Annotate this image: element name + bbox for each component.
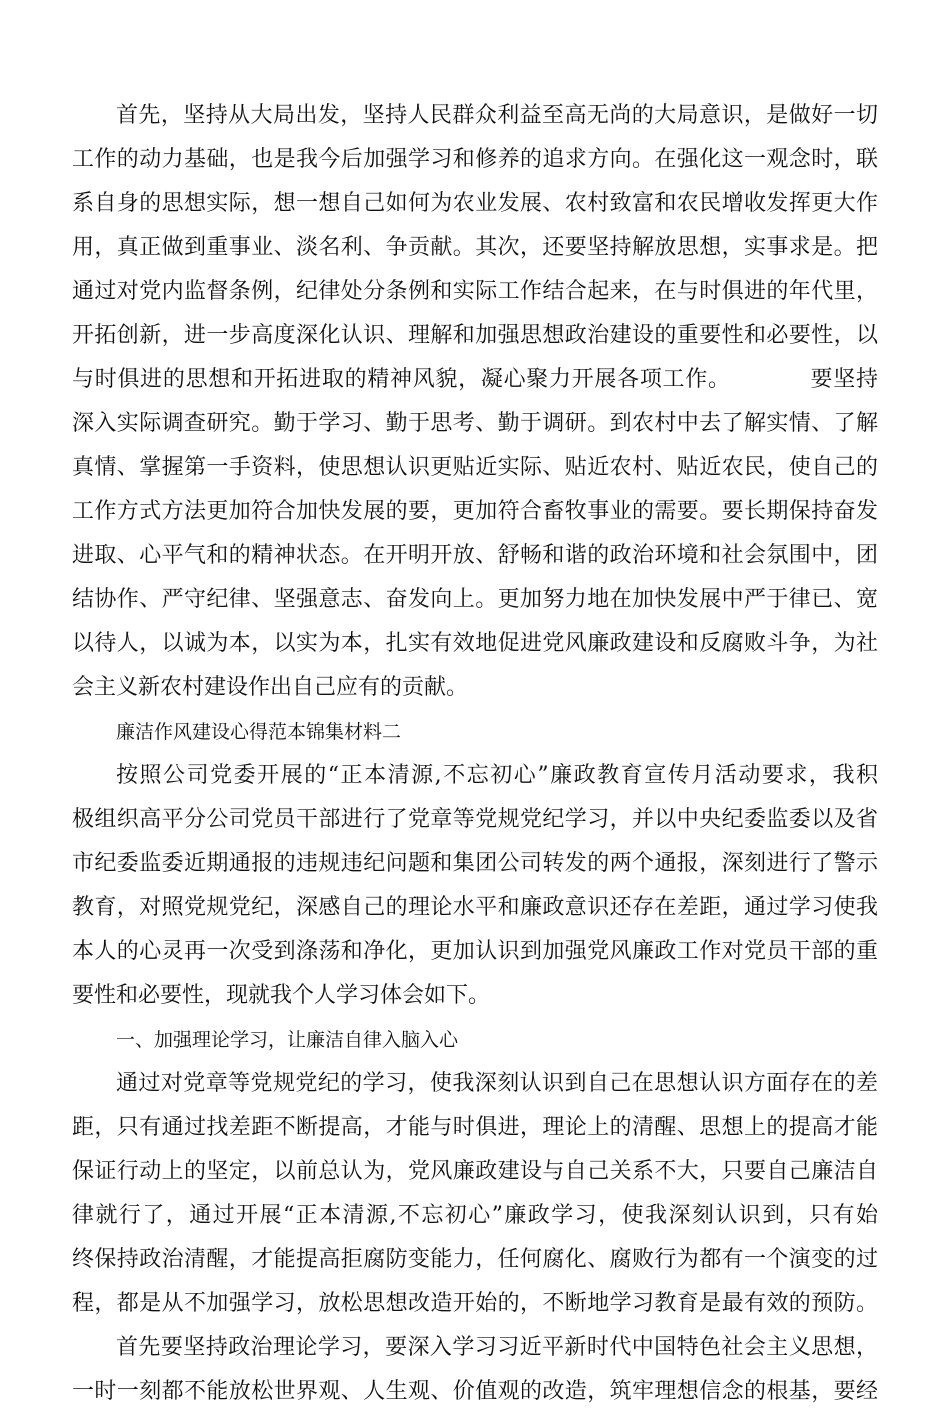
paragraph-line: 与时俱进的思想和开拓进取的精神风貌，凝心聚力开展各项工作。 要坚持 — [72, 367, 878, 392]
paragraph-line: 工作的动力基础，也是我今后加强学习和修养的追求方向。在强化这一观念时，联 — [72, 147, 878, 172]
paragraph-line: 以待人，以诚为本，以实为本，扎实有效地促进党风廉政建设和反腐败斗争，为社 — [72, 631, 878, 656]
paragraph-line: 结协作、严守纪律、坚强意志、奋发向上。更加努力地在加快发展中严于律已、宽 — [72, 587, 878, 612]
paragraph-line: 要性和必要性，现就我个人学习体会如下。 — [72, 983, 491, 1008]
paragraph-line: 通过对党内监督条例，纪律处分条例和实际工作结合起来，在与时俱进的年代里， — [72, 279, 878, 304]
paragraph-line: 通过对党章等党规党纪的学习，使我深刻认识到自己在思想认识方面存在的差 — [116, 1071, 878, 1096]
paragraph-line: 教育，对照党规党纪，深感自己的理论水平和廉政意识还存在差距，通过学习使我 — [72, 895, 878, 920]
section-heading: 一、加强理论学习，让廉洁自律入脑入心 — [116, 1029, 459, 1051]
paragraph-line: 进取、心平气和的精神状态。在开明开放、舒畅和谐的政治环境和社会氛围中，团 — [72, 543, 878, 568]
paragraph-line: 极组织高平分公司党员干部进行了党章等党规党纪学习，并以中央纪委监委以及省 — [72, 807, 878, 832]
paragraph-line: 一时一刻都不能放松世界观、人生观、价值观的改造，筑牢理想信念的根基，要经 — [72, 1379, 878, 1404]
paragraph-line: 市纪委监委近期通报的违规违纪问题和集团公司转发的两个通报，深刻进行了警示 — [72, 851, 878, 876]
paragraph-line: 首先要坚持政治理论学习，要深入学习习近平新时代中国特色社会主义思想， — [116, 1335, 878, 1360]
paragraph-line: 按照公司党委开展的“正本清源,不忘初心”廉政教育宣传月活动要求，我积 — [116, 763, 878, 788]
paragraph-line: 律就行了，通过开展“正本清源,不忘初心”廉政学习，使我深刻认识到，只有始 — [72, 1203, 878, 1228]
paragraph-line: 程，都是从不加强学习，放松思想改造开始的，不断地学习教育是最有效的预防。 — [72, 1291, 878, 1316]
paragraph-line: 本人的心灵再一次受到涤荡和净化，更加认识到加强党风廉政工作对党员干部的重 — [72, 939, 878, 964]
paragraph-line: 深入实际调查研究。勤于学习、勤于思考、勤于调研。到农村中去了解实情、了解 — [72, 411, 878, 436]
paragraph-line: 保证行动上的坚定，以前总认为，党风廉政建设与自己关系不大，只要自己廉洁自 — [72, 1159, 878, 1184]
paragraph-line: 终保持政治清醒，才能提高拒腐防变能力，任何腐化、腐败行为都有一个演变的过 — [72, 1247, 878, 1272]
paragraph-line: 用，真正做到重事业、淡名利、争贡献。其次，还要坚持解放思想，实事求是。把 — [72, 235, 878, 260]
paragraph-line: 工作方式方法更加符合加快发展的要，更加符合畜牧事业的需要。要长期保持奋发 — [72, 499, 878, 524]
paragraph-line: 会主义新农村建设作出自己应有的贡献。 — [72, 675, 469, 700]
paragraph-line: 真情、掌握第一手资料，使思想认识更贴近实际、贴近农村、贴近农民，使自己的 — [72, 455, 878, 480]
paragraph-line: 系自身的思想实际，想一想自己如何为农业发展、农村致富和农民增收发挥更大作 — [72, 191, 878, 216]
paragraph-line: 开拓创新，进一步高度深化认识、理解和加强思想政治建设的重要性和必要性，以 — [72, 323, 878, 348]
paragraph-line: 距，只有通过找差距不断提高，才能与时俱进，理论上的清醒、思想上的提高才能 — [72, 1115, 878, 1140]
paragraph-line: 首先，坚持从大局出发，坚持人民群众利益至高无尚的大局意识，是做好一切 — [116, 103, 878, 128]
section-title: 廉洁作风建设心得范本锦集材料二 — [116, 721, 402, 743]
